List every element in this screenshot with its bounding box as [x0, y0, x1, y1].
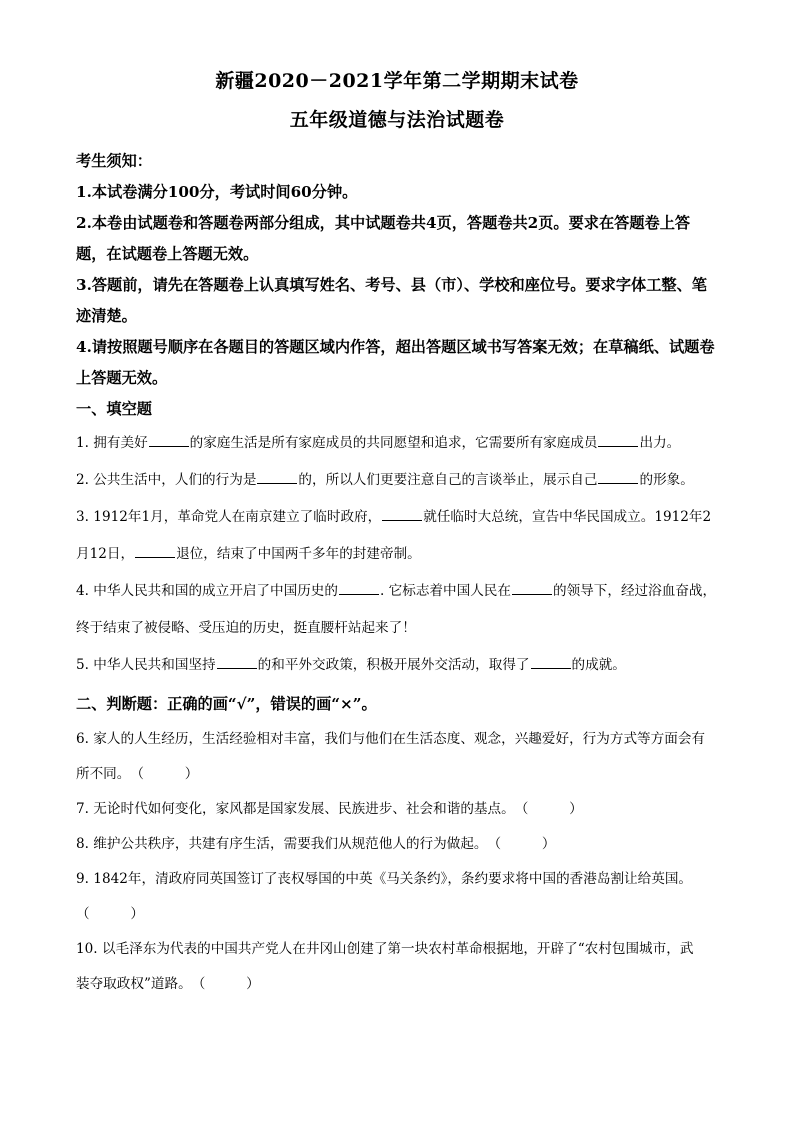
exam-title: 新疆2020－2021学年第二学期期末试卷 [215, 70, 579, 92]
answer-blank [531, 654, 571, 669]
answer-blank [512, 580, 552, 595]
question-10: 10. 以毛泽东为代表的中国共产党人在井冈山创建了第一块农村革命根据地，开辟了“农村包围城市，武 装夺取政权”道路。（ ） [76, 932, 718, 1002]
notice-item: 2.本卷由试题卷和答题卷两部分组成，其中试题卷共4页，答题卷共2页。要求在答题卷上答题，在试题卷上答题无效。 [76, 214, 691, 263]
question-1: 1. 拥有美好 的家庭生活是所有家庭成员的共同愿望和追求，它需要所有家庭成员 出力。 [76, 425, 718, 462]
answer-blank [598, 469, 638, 484]
answer-blank [598, 432, 638, 447]
section-fill-blank-heading: 一、填空题 [76, 400, 152, 418]
exam-subtitle: 五年级道德与法治试题卷 [289, 109, 505, 131]
answer-parentheses: （ ） [76, 906, 144, 922]
question-2: 2. 公共生活中，人们的行为是 的，所以人们更要注意自己的言谈举止，展示自己 的形象。 [76, 462, 718, 499]
candidate-notice [76, 146, 718, 394]
question-8: 8. 维护公共秩序，共建有序生活，需要我们从规范他人的行为做起。（ ） [76, 827, 718, 862]
notice-item: 1.本试卷满分100分，考试时间60分钟。 [76, 183, 358, 201]
question-5: 5. 中华人民共和国坚持 的和平外交政策，积极开展外交活动，取得了 的成就。 [76, 647, 718, 684]
answer-blank [257, 469, 297, 484]
answer-blank [382, 506, 422, 521]
question-4: 4. 中华人民共和国的成立开启了中国历史的 . 它标志着中国人民在 的领导下，经过浴血奋战， 终于结束了被侵略、受压迫的历史，挺直腰杆站起来了！ [76, 573, 718, 647]
notice-item: 4.请按照题号顺序在各题目的答题区域内作答，超出答题区域书写答案无效；在草稿纸、试题卷上答题无效。 [76, 338, 715, 387]
question-6: 6. 家人的人生经历，生活经验相对丰富，我们与他们在生活态度、观念，兴趣爱好，行为方式等方面会有 所不同。（ ） [76, 722, 718, 792]
answer-blank [339, 580, 379, 595]
answer-parentheses: （ ） [514, 801, 583, 817]
answer-blank [217, 654, 257, 669]
question-3: 3. 1912年1月，革命党人在南京建立了临时政府， 就任临时大总统，宣告中华民国成立。1912年2 月12日， 退位，结束了中国两千多年的封建帝制。 [76, 499, 718, 573]
answer-parentheses: （ ） [130, 766, 199, 782]
section-judgement-heading: 二、判断题：正确的画“√”，错误的画“×”。 [76, 695, 377, 713]
question-7: 7. 无论时代如何变化，家风都是国家发展、民族进步、社会和谐的基点。（ ） [76, 792, 718, 827]
question-9: 9. 1842年，清政府同英国签订了丧权辱国的中英《马关条约》，条约要求将中国的香港岛割让给英国。 （ ） [76, 862, 718, 932]
notice-item: 3.答题前，请先在答题卷上认真填写姓名、考号、县（市）、学校和座位号。要求字体工整、笔迹清楚。 [76, 276, 707, 325]
answer-blank [135, 543, 175, 558]
answer-parentheses: （ ） [487, 836, 556, 852]
notice-heading: 考生须知： [76, 152, 152, 170]
answer-parentheses: （ ） [191, 976, 260, 992]
answer-blank [149, 432, 189, 447]
